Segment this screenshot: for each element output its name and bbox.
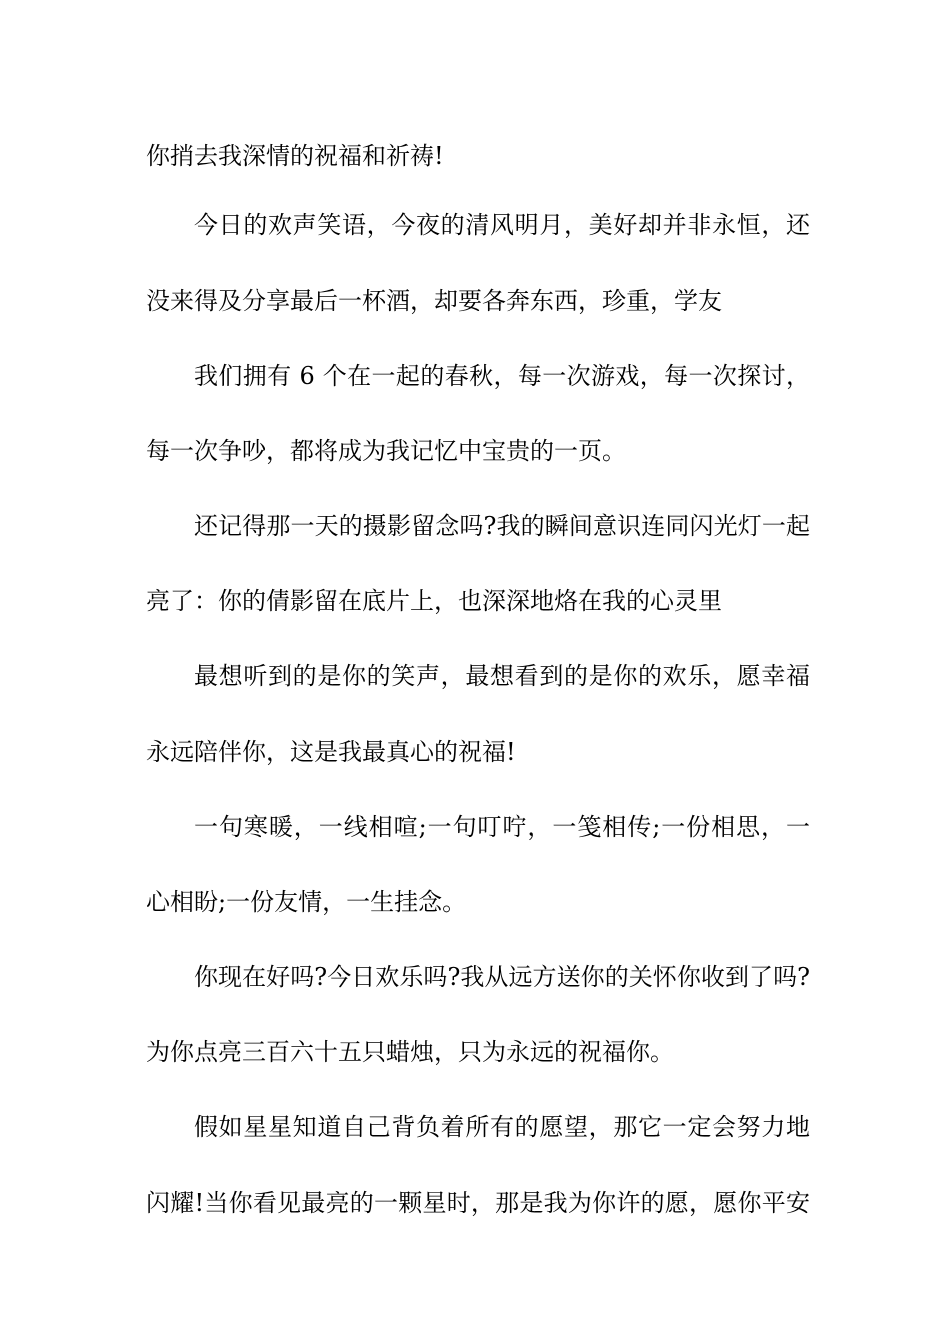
text-line: 你捎去我深情的祝福和祈祷! xyxy=(146,142,444,170)
paragraph-first-line: 你现在好吗?今日欢乐吗?我从远方送你的关怀你收到了吗? xyxy=(194,963,810,991)
paragraph-first-line: 还记得那一天的摄影留念吗?我的瞬间意识连同闪光灯一起 xyxy=(194,512,810,540)
text-line: 心相盼;一份友情，一生挂念。 xyxy=(146,888,467,916)
paragraph-first-line: 我们拥有 6 个在一起的春秋，每一次游戏，每一次探讨， xyxy=(194,362,810,390)
text-line: 闪耀!当你看见最亮的一颗星时，那是我为你许的愿，愿你平安 xyxy=(146,1189,810,1217)
text-line: 永远陪伴你，这是我最真心的祝福! xyxy=(146,738,516,766)
paragraph-first-line: 一句寒暖，一线相喧;一句叮咛，一笺相传;一份相思，一 xyxy=(194,813,810,841)
text-line: 亮了：你的倩影留在底片上，也深深地烙在我的心灵里 xyxy=(146,587,722,615)
text-line: 没来得及分享最后一杯酒，却要各奔东西，珍重，学友 xyxy=(146,287,722,315)
text-line: 为你点亮三百六十五只蜡烛，只为永远的祝福你。 xyxy=(146,1038,674,1066)
text-line: 每一次争吵，都将成为我记忆中宝贵的一页。 xyxy=(146,437,626,465)
paragraph-first-line: 假如星星知道自己背负着所有的愿望，那它一定会努力地 xyxy=(194,1113,810,1141)
paragraph-first-line: 最想听到的是你的笑声，最想看到的是你的欢乐，愿幸福 xyxy=(194,662,810,690)
paragraph-first-line: 今日的欢声笑语，今夜的清风明月，美好却并非永恒，还 xyxy=(194,211,810,239)
